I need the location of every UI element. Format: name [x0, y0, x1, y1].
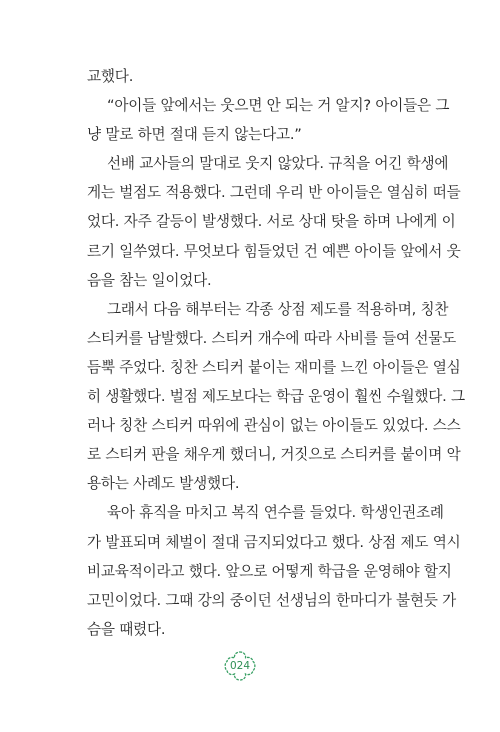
text-line: 선배 교사들의 말대로 웃지 않았다. 규칙을 어긴 학생에 — [107, 155, 449, 173]
text-line: 히 생활했다. 벌점 제도보다는 학급 운영이 훨씬 수월했다. 그 — [87, 388, 465, 406]
body-text — [87, 62, 465, 644]
text-line: 가 발표되며 체벌이 절대 금지되었다고 했다. 상점 제도 역시 — [87, 533, 461, 551]
page-number-badge — [222, 648, 258, 684]
text-line: 로 스티커 판을 채우게 했더니, 거짓으로 스티커를 붙이며 악 — [87, 446, 461, 464]
text-line: 듬뿍 주었다. 칭찬 스티커 붙이는 재미를 느낀 아이들은 열심 — [87, 358, 461, 376]
text-line: 냥 말로 하면 절대 듣지 않는다고.” — [87, 126, 302, 144]
text-line: 비교육적이라고 했다. 앞으로 어떻게 학급을 운영해야 할지 — [87, 562, 452, 580]
text-line: 슴을 때렸다. — [87, 620, 166, 638]
text-line: 스티커를 남발했다. 스티커 개수에 따라 사비를 들여 선물도 — [87, 329, 457, 347]
text-line: 음을 참는 일이었다. — [87, 271, 212, 289]
text-line: 교했다. — [87, 68, 134, 85]
text-line: 육아 휴직을 마치고 복직 연수를 들었다. 학생인권조례 — [107, 504, 444, 522]
text-line: 었다. 자주 갈등이 발생했다. 서로 상대 탓을 하며 나에게 이 — [87, 213, 456, 231]
text-line: 용하는 사례도 발생했다. — [87, 475, 240, 493]
text-line: 러나 칭찬 스티커 따위에 관심이 없는 아이들도 있었다. 스스 — [87, 417, 461, 435]
page-number: 024 — [229, 660, 251, 672]
text-line: 그래서 다음 해부터는 각종 상점 제도를 적용하며, 칭찬 — [107, 300, 449, 318]
text-line: 르기 일쑤였다. 무엇보다 힘들었던 건 예쁜 아이들 앞에서 웃 — [87, 242, 461, 260]
text-line: “아이들 앞에서는 웃으면 안 되는 거 알지? 아이들은 그 — [107, 97, 450, 115]
text-line: 고민이었다. 그때 강의 중이던 선생님의 한마디가 불현듯 가 — [87, 591, 457, 609]
text-line: 게는 벌점도 적용했다. 그런데 우리 반 아이들은 열심히 떠들 — [87, 184, 461, 202]
